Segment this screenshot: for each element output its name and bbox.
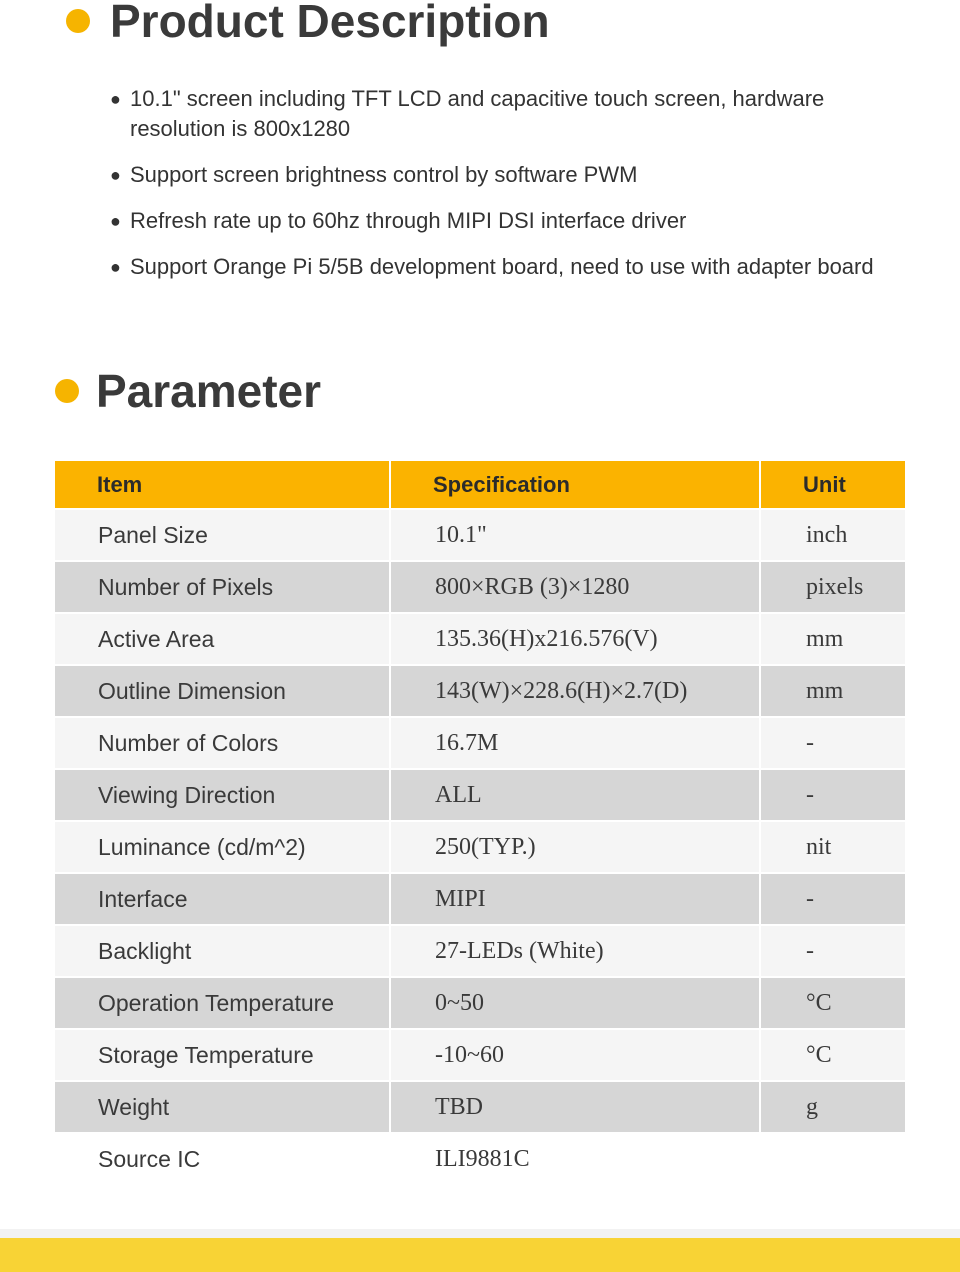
cell-item: Number of Colors [55,717,390,769]
bullet-icon: ● [110,211,121,231]
cell-unit: inch [760,509,905,561]
bullet-dot-icon [55,379,79,403]
footer-band [0,1238,960,1272]
feature-list [110,84,910,298]
feature-text: Support screen brightness control by software PWM [130,162,638,187]
table-row [55,561,905,613]
table-row [55,665,905,717]
cell-unit: mm [760,665,905,717]
table-row [55,977,905,1029]
cell-specification: -10~60 [390,1029,760,1081]
cell-item: Source IC [55,1133,390,1185]
column-header-specification: Specification [390,461,760,509]
bullet-icon: ● [110,89,121,109]
footer-divider [0,1229,960,1238]
cell-specification: ILI9881C [390,1133,760,1185]
feature-item [110,84,910,144]
feature-item [110,252,910,282]
cell-unit: nit [760,821,905,873]
table-row [55,925,905,977]
cell-item: Panel Size [55,509,390,561]
cell-specification: ALL [390,769,760,821]
table-row [55,509,905,561]
cell-item: Number of Pixels [55,561,390,613]
cell-item: Weight [55,1081,390,1133]
feature-text: 10.1" screen including TFT LCD and capacitive touch screen, hardware resolution is 800x1280 [130,86,825,141]
table-row [55,1081,905,1133]
cell-item: Viewing Direction [55,769,390,821]
cell-unit: °C [760,977,905,1029]
cell-item: Active Area [55,613,390,665]
cell-item: Operation Temperature [55,977,390,1029]
parameter-heading [55,365,322,417]
cell-unit: pixels [760,561,905,613]
table-row [55,1029,905,1081]
cell-unit: - [760,873,905,925]
cell-specification: 16.7M [390,717,760,769]
cell-unit: - [760,925,905,977]
cell-specification: MIPI [390,873,760,925]
cell-item: Storage Temperature [55,1029,390,1081]
table-row [55,821,905,873]
parameter-table [55,461,905,1186]
cell-unit [760,1133,905,1185]
feature-item [110,160,910,190]
cell-unit: mm [760,613,905,665]
table-row [55,873,905,925]
table-row [55,769,905,821]
cell-specification: 10.1" [390,509,760,561]
feature-item [110,206,910,236]
feature-text: Refresh rate up to 60hz through MIPI DSI interface driver [130,208,687,233]
table-row [55,613,905,665]
cell-specification: 0~50 [390,977,760,1029]
cell-item: Outline Dimension [55,665,390,717]
table-header-row [55,461,905,509]
cell-item: Luminance (cd/m^2) [55,821,390,873]
cell-unit: g [760,1081,905,1133]
cell-specification: 250(TYP.) [390,821,760,873]
cell-specification: 143(W)×228.6(H)×2.7(D) [390,665,760,717]
cell-unit: °C [760,1029,905,1081]
section-title: Product Description [110,0,550,47]
feature-text: Support Orange Pi 5/5B development board, need to use with adapter board [130,254,874,279]
cell-item: Backlight [55,925,390,977]
cell-specification: 800×RGB (3)×1280 [390,561,760,613]
bullet-icon: ● [110,165,121,185]
table-row [55,717,905,769]
column-header-unit: Unit [760,461,905,509]
bullet-dot-icon [66,9,90,33]
cell-specification: TBD [390,1081,760,1133]
cell-unit: - [760,717,905,769]
section-title: Parameter [96,365,322,417]
cell-item: Interface [55,873,390,925]
cell-specification: 135.36(H)x216.576(V) [390,613,760,665]
cell-unit: - [760,769,905,821]
product-description-heading [66,0,550,47]
bullet-icon: ● [110,257,121,277]
table-row [55,1133,905,1185]
column-header-item: Item [55,461,390,509]
cell-specification: 27-LEDs (White) [390,925,760,977]
